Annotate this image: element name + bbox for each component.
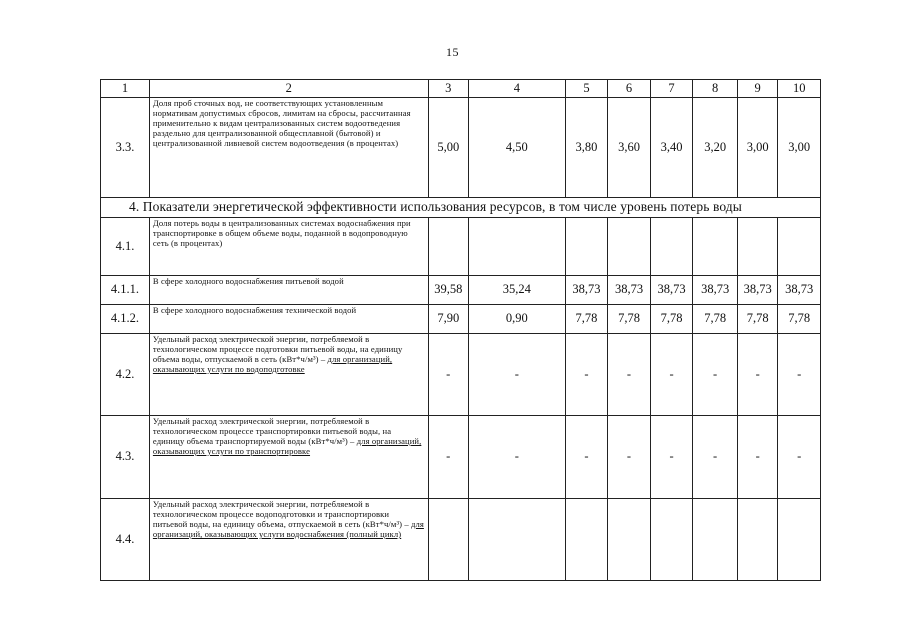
value-cell: 38,73 <box>608 276 651 305</box>
value-cell: 3,80 <box>565 98 608 198</box>
value-cell: 5,00 <box>428 98 468 198</box>
value-cell: - <box>428 416 468 499</box>
value-cell: 7,78 <box>737 305 777 334</box>
column-header: 9 <box>737 80 777 98</box>
value-cell: - <box>565 334 608 416</box>
value-cell: 38,73 <box>778 276 821 305</box>
value-cell <box>778 218 821 276</box>
value-cell: - <box>608 416 651 499</box>
value-cell: 3,40 <box>650 98 693 198</box>
column-header: 4 <box>468 80 565 98</box>
value-cell <box>428 499 468 581</box>
value-cell <box>468 499 565 581</box>
value-cell: 7,78 <box>650 305 693 334</box>
value-cell <box>565 218 608 276</box>
value-cell: 0,90 <box>468 305 565 334</box>
value-cell: - <box>650 334 693 416</box>
section-heading: 4. Показатели энергетической эффективности использования ресурсов, в том числе уровень потерь воды <box>101 198 821 218</box>
value-cell <box>693 218 738 276</box>
row-number: 4.1. <box>101 218 150 276</box>
value-cell: 7,78 <box>565 305 608 334</box>
row-number: 4.2. <box>101 334 150 416</box>
row-description <box>149 499 428 581</box>
row-description: В сфере холодного водоснабжения технической водой <box>149 305 428 334</box>
value-cell <box>650 499 693 581</box>
row-description: В сфере холодного водоснабжения питьевой водой <box>149 276 428 305</box>
value-cell: 38,73 <box>650 276 693 305</box>
value-cell: 7,78 <box>693 305 738 334</box>
row-description: Доля проб сточных вод, не соответствующих установленным нормативам допустимых сбросов, лимитам на сбросы, рассчитанная применительно к видам централизованных систем водоотведения раздельно для централизованной общесплавной (бытовой) и централизованной ливневой систем водоотведения (в процентах) <box>149 98 428 198</box>
value-cell: - <box>468 416 565 499</box>
row-description <box>149 416 428 499</box>
column-header: 1 <box>101 80 150 98</box>
value-cell <box>650 218 693 276</box>
table-row <box>101 305 821 334</box>
row-number: 4.1.2. <box>101 305 150 334</box>
column-header: 8 <box>693 80 738 98</box>
value-cell <box>428 218 468 276</box>
row-number: 4.3. <box>101 416 150 499</box>
table-row <box>101 276 821 305</box>
row-number: 4.1.1. <box>101 276 150 305</box>
value-cell <box>778 499 821 581</box>
value-cell: 3,60 <box>608 98 651 198</box>
value-cell: 7,78 <box>778 305 821 334</box>
description-text: Удельный расход электрической энергии, потребляемой в технологическом процессе водоподготовки и транспортировки питьевой воды, на единицу объема, отпускаемой в сеть (кВт*ч/м³) – <box>152 499 411 529</box>
value-cell: 7,78 <box>608 305 651 334</box>
value-cell: 39,58 <box>428 276 468 305</box>
section-row <box>101 198 821 218</box>
column-header: 6 <box>608 80 651 98</box>
value-cell: - <box>650 416 693 499</box>
value-cell: 7,90 <box>428 305 468 334</box>
value-cell <box>693 499 738 581</box>
description-underlined-text: для организаций, оказывающих услуги по водоподготовке <box>152 353 393 374</box>
description-text: Удельный расход электрической энергии, потребляемой в технологическом процессе транспортировки питьевой воды, на единицу объема транспортируемой воды (кВт*ч/м³) – <box>152 416 392 446</box>
value-cell: 3,20 <box>693 98 738 198</box>
table-row <box>101 416 821 499</box>
row-number: 4.4. <box>101 499 150 581</box>
row-number: 3.3. <box>101 98 150 198</box>
column-number-row <box>101 80 821 98</box>
value-cell: 3,00 <box>737 98 777 198</box>
row-description <box>149 334 428 416</box>
table-row <box>101 334 821 416</box>
column-header: 7 <box>650 80 693 98</box>
value-cell: - <box>737 334 777 416</box>
row-description: Доля потерь воды в централизованных системах водоснабжения при транспортировке в общем объеме воды, поданной в водопроводную сеть (в процентах) <box>149 218 428 276</box>
value-cell: 38,73 <box>565 276 608 305</box>
description-text: Удельный расход электрической энергии, потребляемой в технологическом процессе подготовки питьевой воды, на единицу объема воды, отпускаемой в сеть (кВт*ч/м³) – <box>152 334 403 364</box>
value-cell: - <box>778 334 821 416</box>
value-cell <box>737 499 777 581</box>
value-cell <box>468 218 565 276</box>
column-header: 2 <box>149 80 428 98</box>
column-header: 5 <box>565 80 608 98</box>
value-cell: 38,73 <box>693 276 738 305</box>
page-number: 15 <box>446 45 459 59</box>
table-row <box>101 218 821 276</box>
value-cell: - <box>468 334 565 416</box>
value-cell: 35,24 <box>468 276 565 305</box>
value-cell: - <box>608 334 651 416</box>
column-header: 10 <box>778 80 821 98</box>
description-underlined-text: для организаций, оказывающих услуги по транспортировке <box>152 435 422 456</box>
value-cell: 38,73 <box>737 276 777 305</box>
description-underlined-text: для организаций, оказывающих услуги водоснабжения (полный цикл) <box>152 518 424 539</box>
value-cell <box>608 499 651 581</box>
indicators-table <box>100 79 821 581</box>
value-cell: - <box>778 416 821 499</box>
value-cell: 3,00 <box>778 98 821 198</box>
value-cell <box>565 499 608 581</box>
value-cell: - <box>565 416 608 499</box>
value-cell: - <box>428 334 468 416</box>
table-row <box>101 98 821 198</box>
value-cell: - <box>693 334 738 416</box>
column-header: 3 <box>428 80 468 98</box>
value-cell <box>737 218 777 276</box>
value-cell <box>608 218 651 276</box>
value-cell: - <box>737 416 777 499</box>
value-cell: - <box>693 416 738 499</box>
value-cell: 4,50 <box>468 98 565 198</box>
table-row <box>101 499 821 581</box>
